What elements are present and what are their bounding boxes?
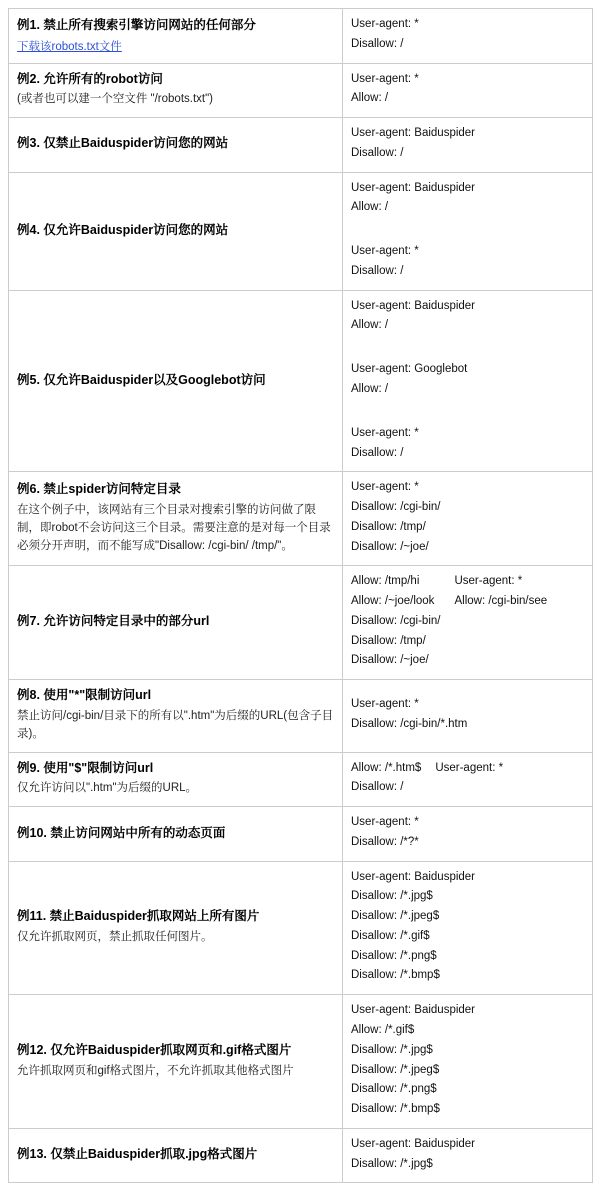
code-line: User-agent: * — [351, 481, 419, 494]
example-note: 仅允许访问以".htm"为后缀的URL。 — [17, 782, 198, 795]
code-line: Disallow: / — [351, 146, 404, 159]
table-row — [9, 752, 593, 807]
code-spacer — [351, 336, 584, 348]
code-line: Disallow: /*.png$ — [351, 949, 437, 962]
table-row — [9, 172, 593, 290]
code-line: Disallow: / — [351, 264, 404, 277]
example-description-cell — [9, 995, 343, 1129]
robots-examples-page — [0, 8, 600, 1183]
code-line: User-agent: * — [351, 72, 419, 85]
example-description-cell — [9, 807, 343, 862]
example-description-cell — [9, 1128, 343, 1183]
example-code-cell — [343, 807, 593, 862]
code-line: Disallow: /*.jpg$ — [351, 1157, 433, 1170]
example-code-cell — [343, 680, 593, 752]
table-row — [9, 472, 593, 566]
example-code-cell — [343, 752, 593, 807]
example-code-cell — [343, 63, 593, 118]
example-code-cell — [343, 290, 593, 472]
example-title: 例11. 禁止Baiduspider抓取网站上所有图片 — [17, 909, 260, 924]
code-line: Disallow: /*.bmp$ — [351, 969, 440, 982]
code-column-left — [351, 572, 440, 671]
code-spacer — [351, 348, 584, 360]
example-title: 例4. 仅允许Baiduspider访问您的网站 — [17, 222, 229, 237]
example-code-cell — [343, 861, 593, 995]
code-column-right — [435, 759, 543, 799]
download-robots-txt-link[interactable]: 下载该robots.txt文件 — [17, 40, 122, 53]
code-line: Disallow: /*.jpeg$ — [351, 1063, 440, 1076]
code-spacer — [351, 400, 584, 412]
code-line: User-agent: Baiduspider — [351, 1137, 476, 1150]
code-line: User-agent: * — [351, 18, 419, 30]
code-line: User-agent: Baiduspider — [351, 299, 476, 312]
example-code-cell — [343, 172, 593, 290]
code-line: Disallow: / — [351, 781, 404, 794]
code-line: Disallow: /*.jpg$ — [351, 890, 433, 903]
example-description-cell — [9, 472, 343, 566]
code-line: Disallow: /~joe/ — [351, 540, 429, 553]
table-row — [9, 118, 593, 173]
code-line: User-agent: Baiduspider — [351, 1004, 476, 1017]
code-line: Disallow: /*.gif$ — [351, 929, 430, 942]
example-note: 仅允许抓取网页，禁止抓取任何图片。 — [17, 930, 213, 943]
example-title: 例7. 允许访问特定目录中的部分url — [17, 614, 210, 629]
code-line: User-agent: * — [435, 761, 504, 774]
example-description-cell — [9, 118, 343, 173]
code-line: Disallow: /*?* — [351, 835, 419, 848]
code-line: Allow: /*.htm$ — [351, 761, 422, 774]
example-code-cell — [343, 1128, 593, 1183]
code-line: Disallow: /tmp/ — [351, 634, 426, 647]
example-note: 允许抓取网页和gif格式图片，不允许抓取其他格式图片 — [17, 1064, 294, 1077]
code-line: Allow: /tmp/hi — [351, 575, 420, 588]
code-line: Disallow: /*.jpeg$ — [351, 910, 440, 923]
robots-examples-table — [8, 8, 593, 1183]
code-line: Disallow: /cgi-bin/ — [351, 501, 441, 514]
code-line: Disallow: /tmp/ — [351, 520, 426, 533]
code-line: User-agent: Baiduspider — [351, 870, 476, 883]
code-line: Allow: /*.gif$ — [351, 1024, 415, 1036]
example-title: 例10. 禁止访问网站中所有的动态页面 — [17, 825, 226, 840]
example-title: 例5. 仅允许Baiduspider以及Googlebot访问 — [17, 372, 266, 387]
code-line: Disallow: /~joe/ — [351, 654, 429, 667]
code-spacer — [351, 218, 584, 230]
example-code-cell — [343, 9, 593, 64]
code-line: User-agent: * — [454, 575, 523, 588]
example-title: 例12. 仅允许Baiduspider抓取网页和.gif格式图片 — [17, 1042, 292, 1057]
example-description-cell — [9, 566, 343, 680]
code-line: Allow: / — [351, 201, 389, 214]
code-line: Disallow: /cgi-bin/*.htm — [351, 717, 468, 730]
code-line: Disallow: /*.bmp$ — [351, 1103, 440, 1116]
code-line: Disallow: /*.png$ — [351, 1083, 437, 1096]
code-line: Disallow: /cgi-bin/ — [351, 614, 441, 627]
code-line: User-agent: Baiduspider — [351, 127, 476, 140]
example-description-cell — [9, 9, 343, 64]
example-title: 例9. 使用"$"限制访问url — [17, 760, 154, 775]
table-row — [9, 861, 593, 995]
code-column-left — [351, 759, 421, 799]
table-row — [9, 290, 593, 472]
example-title: 例13. 仅禁止Baiduspider抓取.jpg格式图片 — [17, 1147, 258, 1162]
table-row — [9, 995, 593, 1129]
code-line: Allow: / — [351, 92, 389, 105]
example-title: 例6. 禁止spider访问特定目录 — [17, 482, 181, 497]
code-line: User-agent: Googlebot — [351, 363, 468, 376]
code-line: User-agent: * — [351, 816, 419, 829]
code-two-column — [351, 572, 584, 671]
table-row — [9, 1128, 593, 1183]
example-code-cell — [343, 472, 593, 566]
example-code-cell — [343, 118, 593, 173]
example-note: 在这个例子中，该网站有三个目录对搜索引擎的访问做了限制，即robot不会访问这三个目录。需要注意的是对每一个目录必须分开声明，而不能写成"Disallow: /cgi-bin/ /tmp/"。 — [17, 503, 331, 552]
example-code-cell — [343, 995, 593, 1129]
code-line: Disallow: /*.jpg$ — [351, 1043, 433, 1056]
code-line: User-agent: Baiduspider — [351, 181, 476, 194]
example-title: 例3. 仅禁止Baiduspider访问您的网站 — [17, 136, 229, 151]
example-description-cell — [9, 861, 343, 995]
code-column-right — [454, 572, 562, 671]
table-row — [9, 807, 593, 862]
code-line: Allow: /cgi-bin/see — [454, 595, 548, 608]
code-line: User-agent: * — [351, 426, 419, 439]
code-line: Allow: /~joe/look — [351, 595, 435, 608]
code-line: Allow: / — [351, 319, 389, 332]
code-spacer — [351, 412, 584, 424]
code-line: Allow: / — [351, 382, 389, 395]
code-line: Disallow: / — [351, 446, 404, 459]
example-description-cell — [9, 63, 343, 118]
example-title: 例1. 禁止所有搜索引擎访问网站的任何部分 — [17, 17, 256, 32]
code-line: User-agent: * — [351, 698, 419, 711]
example-title: 例8. 使用"*"限制访问url — [17, 688, 152, 703]
table-row — [9, 9, 593, 64]
example-title: 例2. 允许所有的robot访问 — [17, 71, 163, 86]
example-note: 禁止访问/cgi-bin/目录下的所有以".htm"为后缀的URL(包含子目录)。 — [17, 709, 334, 740]
example-description-cell — [9, 172, 343, 290]
example-description-cell — [9, 680, 343, 752]
table-row — [9, 566, 593, 680]
example-description-cell — [9, 290, 343, 472]
code-two-column — [351, 759, 584, 799]
table-row — [9, 63, 593, 118]
example-description-cell — [9, 752, 343, 807]
code-line: Disallow: / — [351, 37, 404, 50]
code-spacer — [351, 230, 584, 242]
example-note: (或者也可以建一个空文件 "/robots.txt") — [17, 93, 214, 106]
example-code-cell — [343, 566, 593, 680]
code-line: User-agent: * — [351, 245, 419, 258]
table-row — [9, 680, 593, 752]
